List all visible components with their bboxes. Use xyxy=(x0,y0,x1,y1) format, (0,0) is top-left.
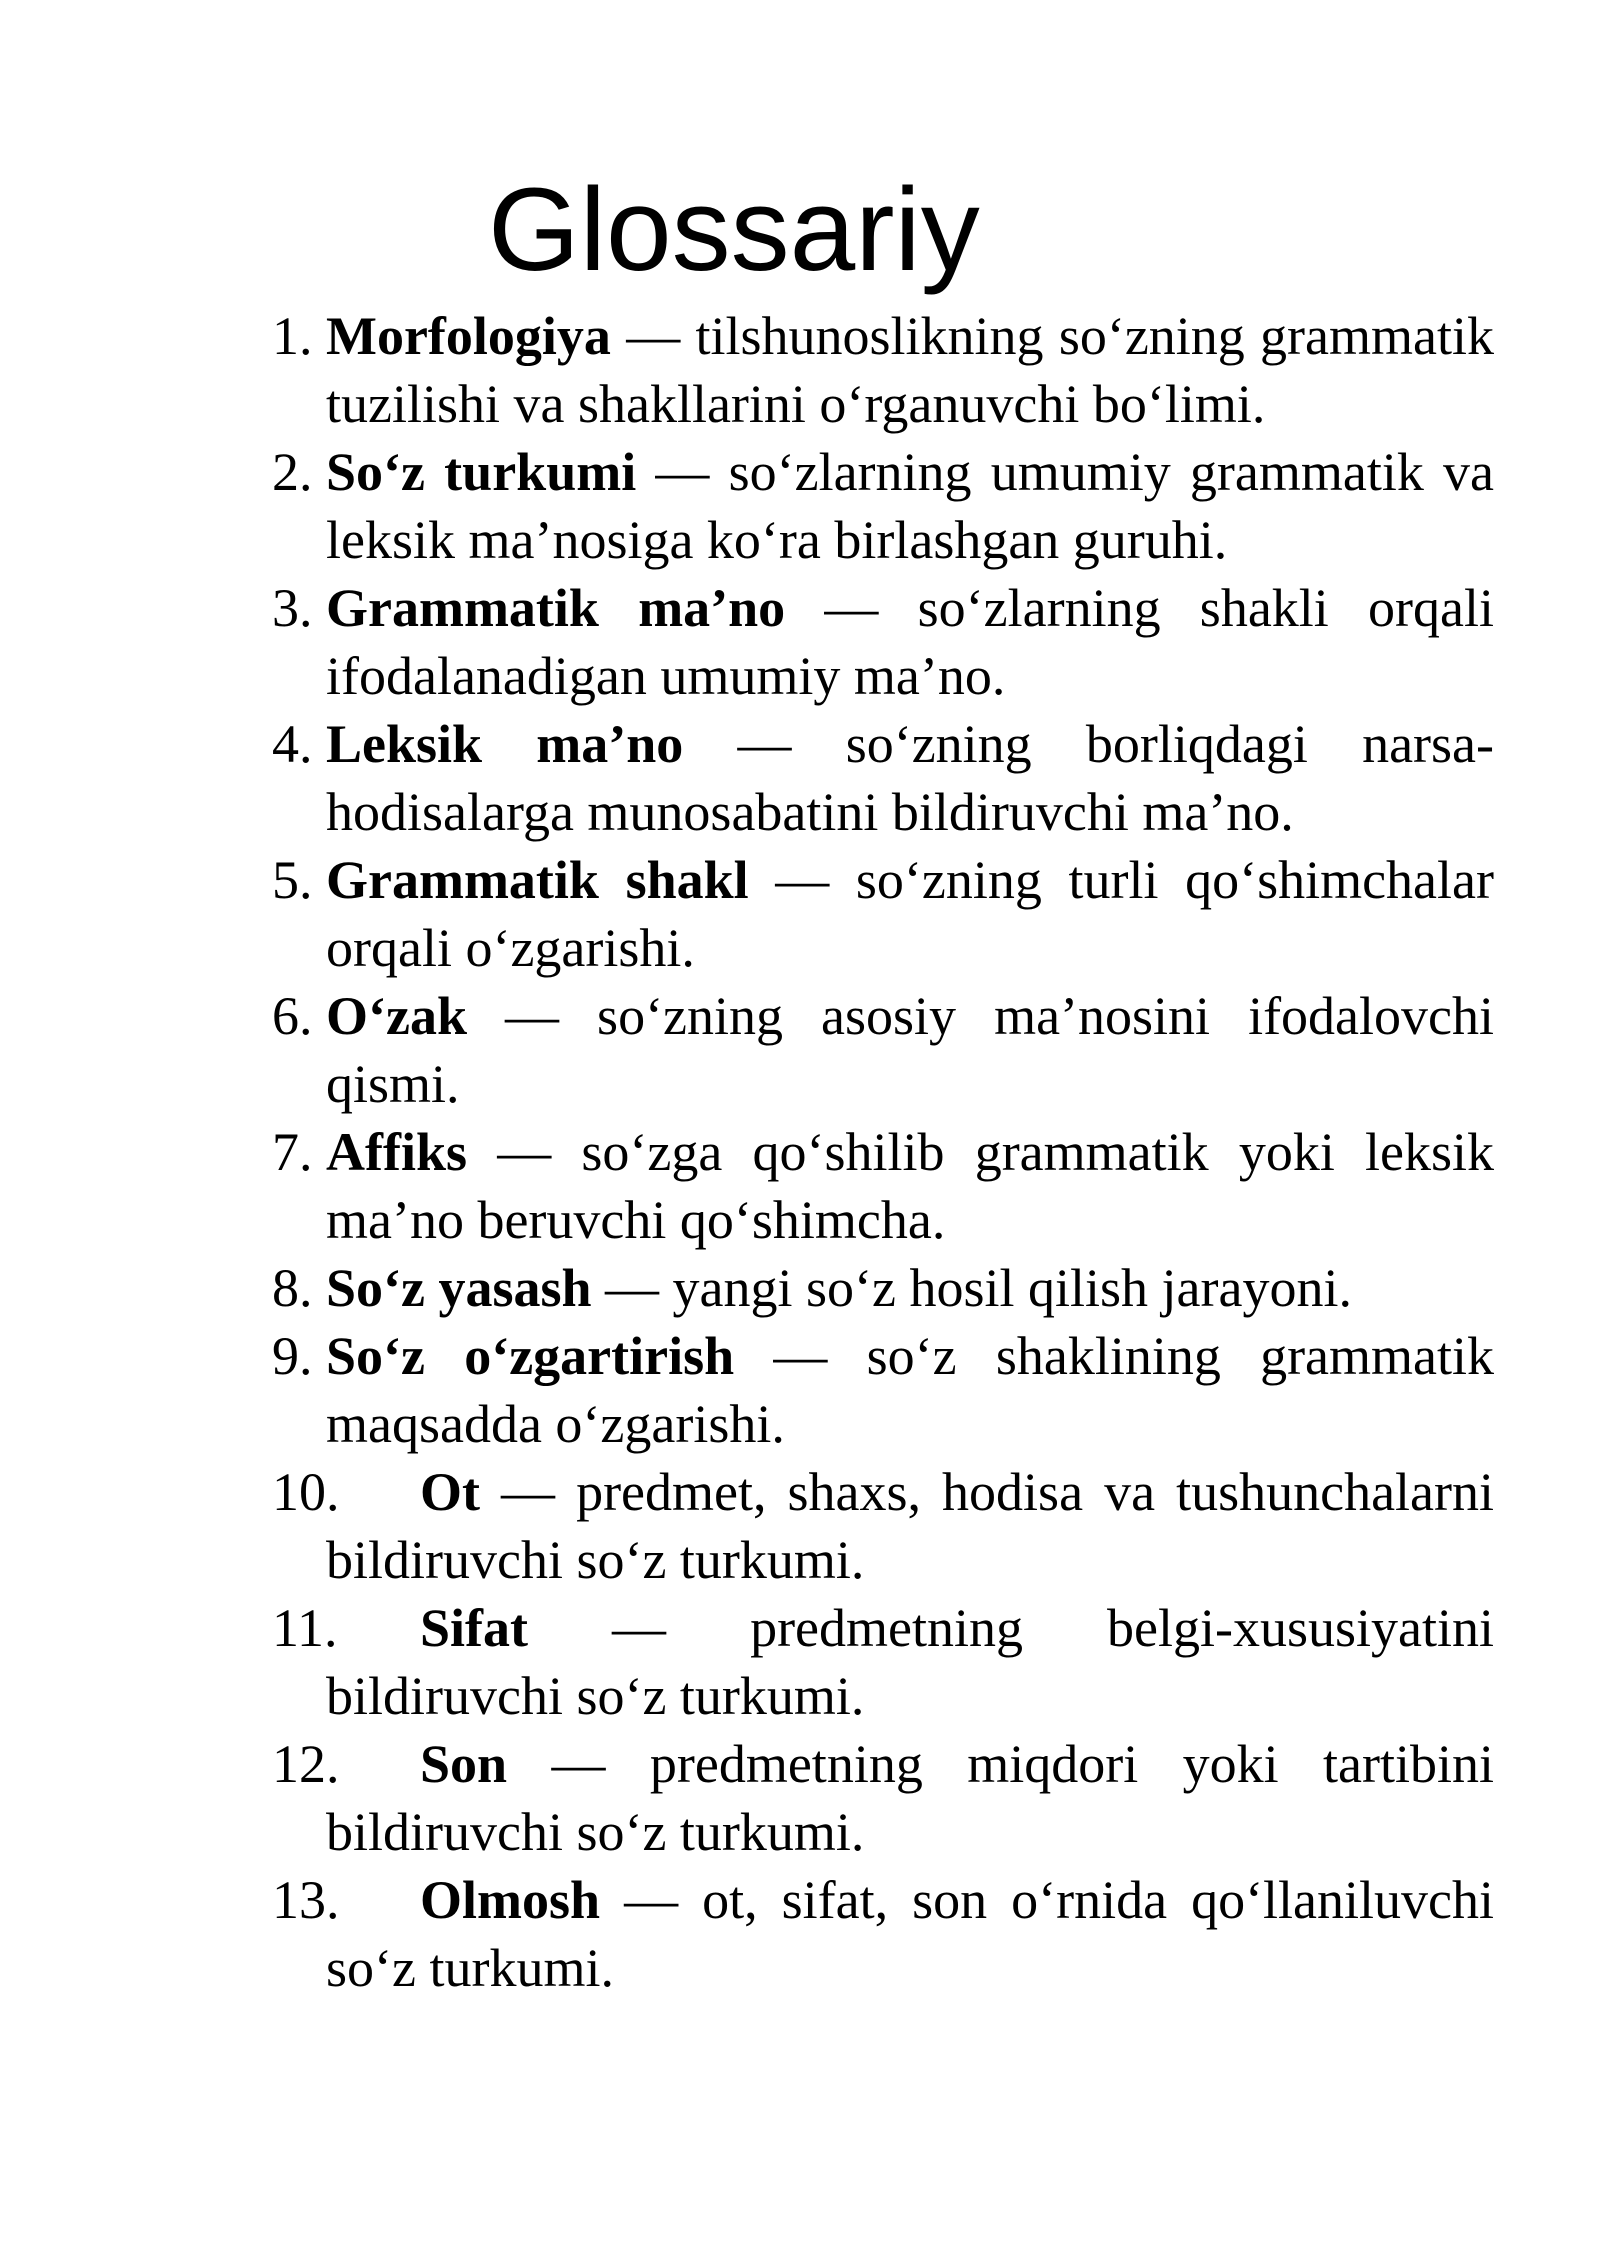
entry-term: Olmosh xyxy=(420,1870,601,1930)
entry-definition: — tilshunoslikning so‘zning grammatik tuzilishi va shakllarini o‘rganuvchi bo‘limi. xyxy=(326,306,1494,434)
entry-definition: — so‘zning borliqdagi narsa-hodisalarga munosabatini bildiruvchi ma’no. xyxy=(326,714,1494,842)
entry-definition: — so‘zning asosiy ma’nosini ifodalovchi qismi. xyxy=(326,986,1494,1114)
entry-number: 4. xyxy=(272,714,313,774)
glossary-entry xyxy=(272,438,1494,574)
glossary-entry xyxy=(272,574,1494,710)
entry-number: 13. xyxy=(272,1870,340,1930)
entry-number: 5. xyxy=(272,850,313,910)
entry-definition: — ot, sifat, son o‘rnida qo‘llaniluvchi so‘z turkumi. xyxy=(326,1870,1494,1998)
glossary-entry xyxy=(272,1118,1494,1254)
entry-definition: — predmetning miqdori yoki tartibini bildiruvchi so‘z turkumi. xyxy=(326,1734,1494,1862)
glossary-entry xyxy=(272,846,1494,982)
glossary-entry xyxy=(272,1254,1494,1322)
entry-term: So‘z turkumi xyxy=(326,442,637,502)
entry-term: Sifat xyxy=(420,1598,528,1658)
entry-definition: — yangi so‘z hosil qilish jarayoni. xyxy=(591,1258,1352,1318)
glossary-entry xyxy=(272,1866,1494,2002)
entry-term: So‘z o‘zgartirish xyxy=(326,1326,735,1386)
entry-definition: — so‘zlarning umumiy grammatik va leksik ma’nosiga ko‘ra birlashgan guruhi. xyxy=(326,442,1495,570)
entry-term: Ot xyxy=(420,1462,480,1522)
glossary-entry xyxy=(272,1458,1494,1594)
entry-definition: — so‘zlarning shakli orqali ifodalanadigan umumiy ma’no. xyxy=(326,578,1494,706)
glossary-entry xyxy=(272,1322,1494,1458)
entry-number: 3. xyxy=(272,578,313,638)
entry-definition: — so‘zning turli qo‘shimchalar orqali o‘zgarishi. xyxy=(326,850,1494,978)
glossary-entry xyxy=(272,710,1494,846)
entry-term: O‘zak xyxy=(326,986,467,1046)
glossary-entry xyxy=(272,1594,1494,1730)
page-title: Glossariy xyxy=(488,164,980,296)
glossary-list xyxy=(272,302,1494,2002)
glossary-entry xyxy=(272,1730,1494,1866)
glossary-entry xyxy=(272,302,1494,438)
entry-definition: — predmet, shaxs, hodisa va tushunchalarni bildiruvchi so‘z turkumi. xyxy=(326,1462,1494,1590)
glossary-entry xyxy=(272,982,1494,1118)
entry-number: 12. xyxy=(272,1734,340,1794)
entry-number: 6. xyxy=(272,986,313,1046)
entry-definition: — predmetning belgi-xususiyatini bildiruvchi so‘z turkumi. xyxy=(326,1598,1494,1726)
entry-definition: — so‘zga qo‘shilib grammatik yoki leksik ma’no beruvchi qo‘shimcha. xyxy=(326,1122,1494,1250)
entry-term: Leksik ma’no xyxy=(326,714,684,774)
entry-term: Affiks xyxy=(326,1122,468,1182)
entry-number: 8. xyxy=(272,1258,313,1318)
entry-number: 7. xyxy=(272,1122,313,1182)
entry-term: Grammatik shakl xyxy=(326,850,749,910)
entry-term: Morfologiya xyxy=(326,306,611,366)
entry-term: So‘z yasash xyxy=(326,1258,592,1318)
entry-number: 2. xyxy=(272,442,313,502)
entry-term: Grammatik ma’no xyxy=(326,578,786,638)
entry-number: 1. xyxy=(272,306,313,366)
entry-term: Son xyxy=(420,1734,508,1794)
entry-number: 10. xyxy=(272,1462,340,1522)
entry-number: 9. xyxy=(272,1326,313,1386)
entry-number: 11. xyxy=(272,1598,338,1658)
entry-definition: — so‘z shaklining grammatik maqsadda o‘zgarishi. xyxy=(326,1326,1495,1454)
